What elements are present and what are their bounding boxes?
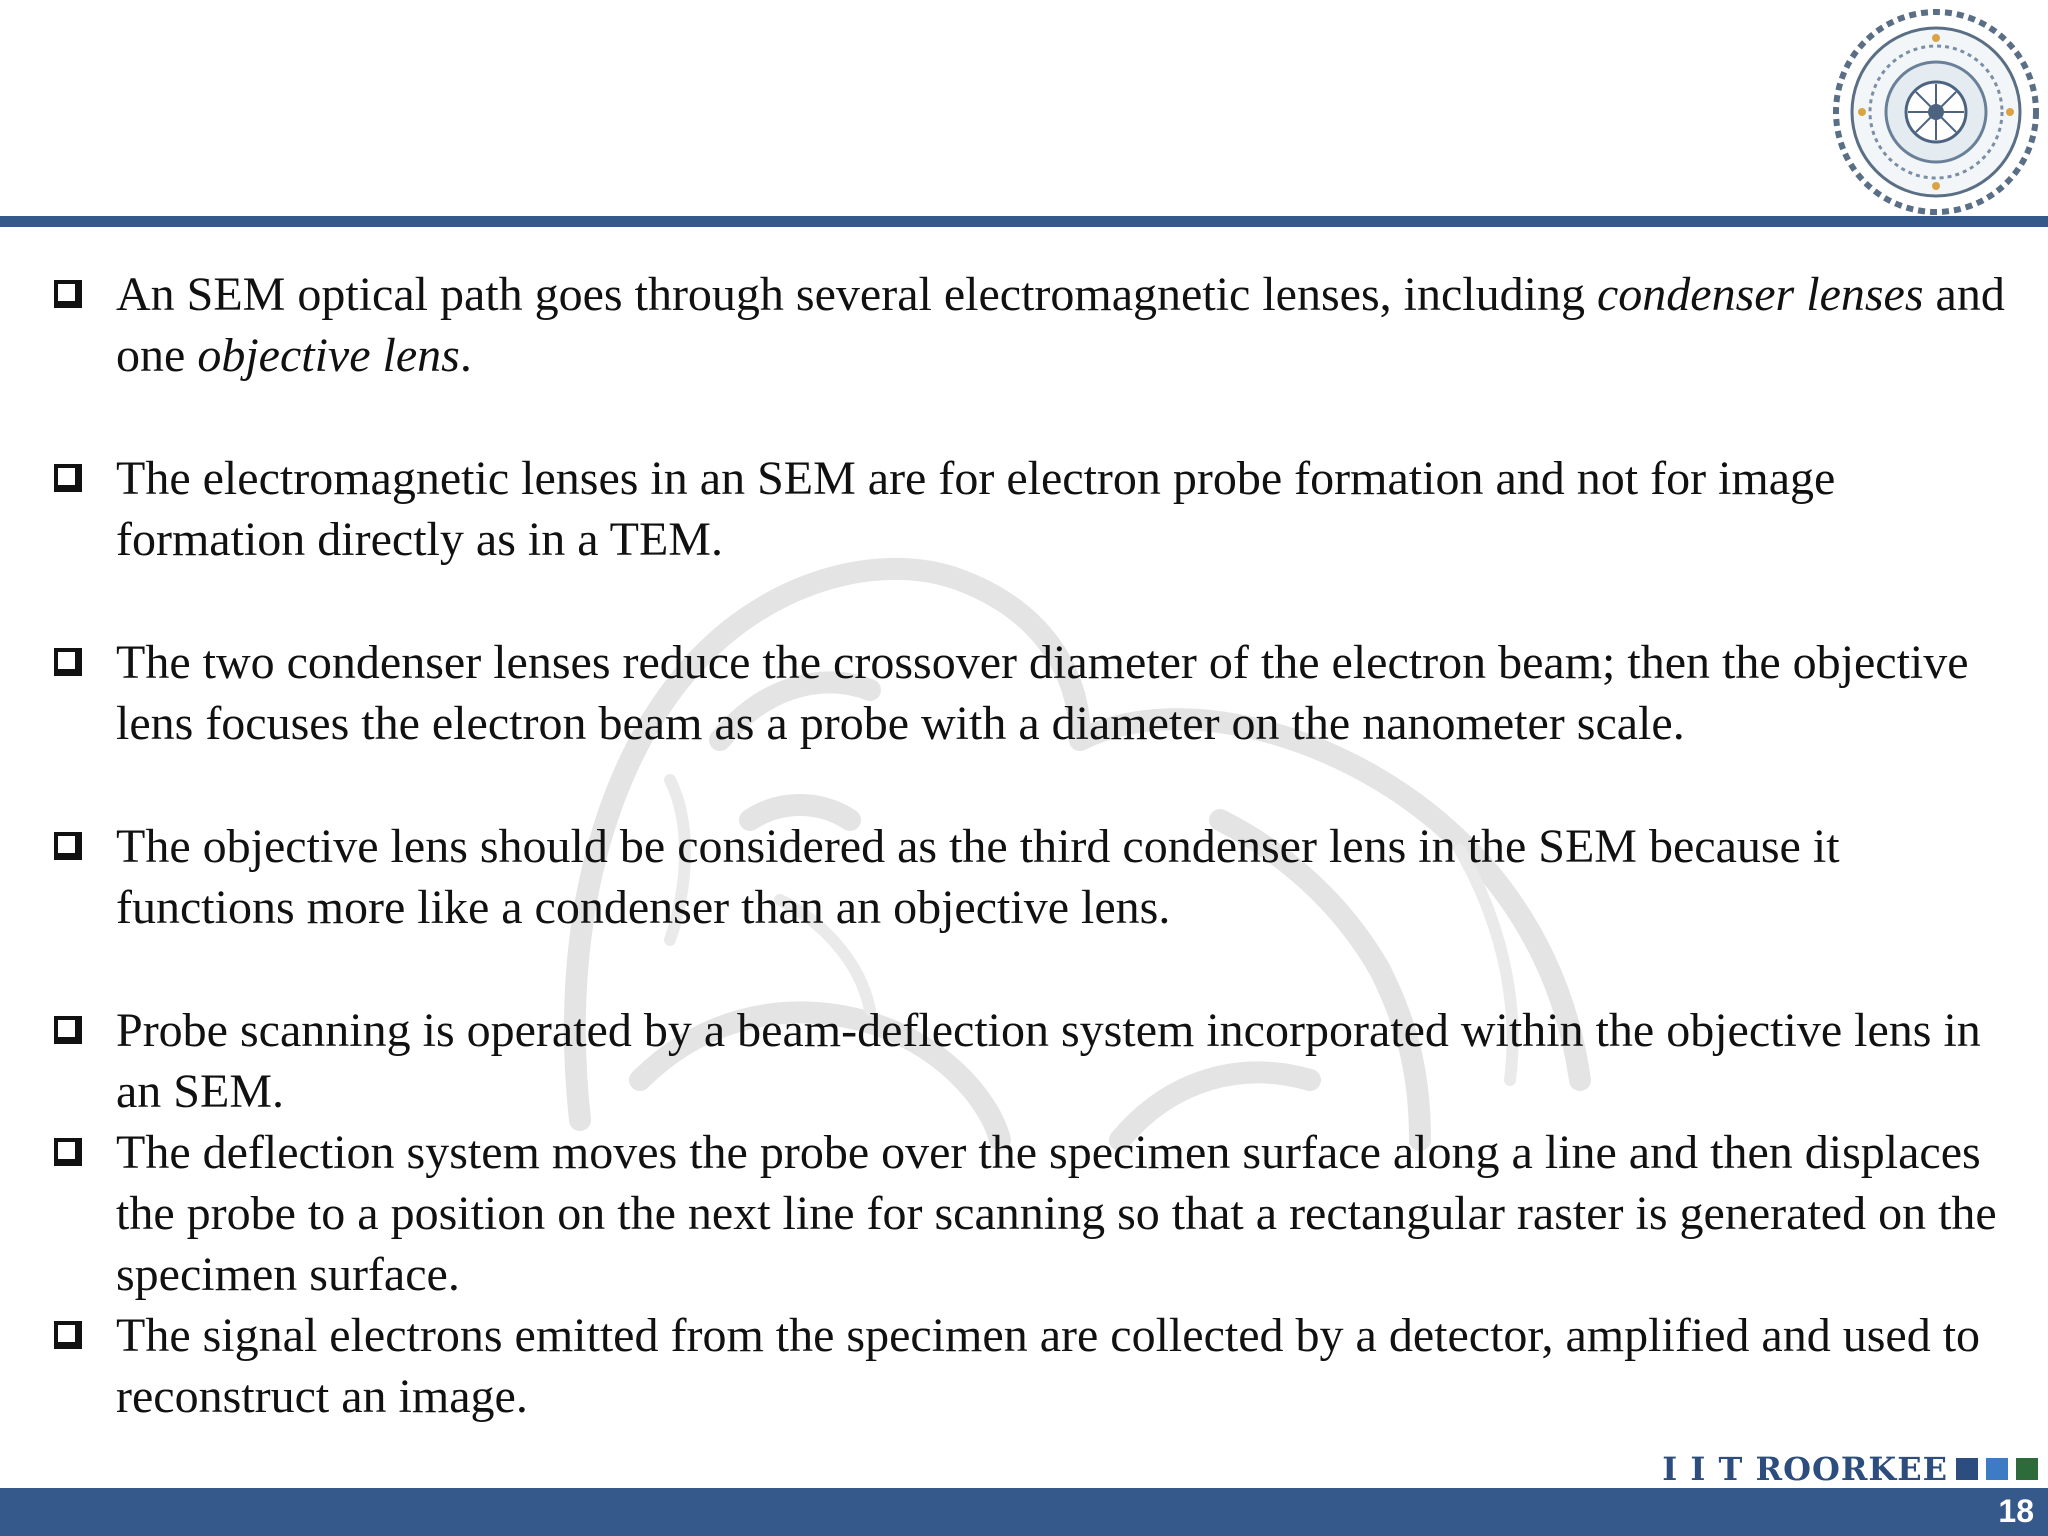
bullet-item [52,448,2012,570]
brand-square-icon [1986,1458,2008,1480]
bullet-spacer [52,754,2012,816]
bullet-text [116,1004,1981,1118]
checkbox-bullet-icon [54,832,82,860]
checkbox-bullet-icon [54,464,82,492]
checkbox-bullet-icon [54,648,82,676]
iit-roorkee-emblem-icon [1830,6,2042,218]
italic-term: condenser lenses [1596,268,1924,321]
checkbox-bullet-icon [54,1321,82,1349]
checkbox-bullet-icon [54,280,82,308]
bullet-spacer [52,938,2012,1000]
bullet-text [116,268,2005,382]
text-segment: The deflection system moves the probe over the specimen surface along a line and then displaces the probe to a position on the next line for scanning so that a rectangular raster is generated on the specimen surface. [116,1126,1997,1301]
bullet-item [52,816,2012,938]
text-segment: The signal electrons emitted from the specimen are collected by a detector, amplified and used to reconstruct an image. [116,1309,1981,1423]
brand-name: I I T ROORKEE [1662,1450,1948,1488]
text-segment: An SEM optical path goes through several electromagnetic lenses, including [116,268,1597,321]
bullet-text [116,636,1969,750]
bullet-list [52,264,2012,1427]
bullet-item [52,632,2012,754]
bullet-item [52,1000,2012,1122]
brand-square-icon [1956,1458,1978,1480]
header-rule [0,216,2048,227]
bullet-text [116,1309,1980,1423]
brand-square-icon [2016,1458,2038,1480]
checkbox-bullet-icon [54,1138,82,1166]
bullet-text [116,452,1835,566]
bullet-spacer [52,570,2012,632]
bullet-item [52,264,2012,386]
bullet-spacer [52,386,2012,448]
bullet-text [116,820,1840,934]
text-segment: and one [116,268,2005,382]
text-segment: The two condenser lenses reduce the crossover diameter of the electron beam; then the objective lens focuses the electron beam as a probe with a diameter on the nanometer scale. [116,636,1969,750]
text-segment: Probe scanning is operated by a beam-deflection system incorporated within the objective lens in an SEM. [116,1004,1981,1118]
page-number: 18 [1998,1493,2034,1529]
text-segment: The objective lens should be considered as the third condenser lens in the SEM because it functions more like a condenser than an objective lens. [116,820,1840,934]
bullet-text [116,1126,1997,1301]
italic-term: objective lens [197,329,460,382]
bullet-item [52,1305,2012,1427]
text-segment: . [459,329,472,382]
footer-brand [1662,1450,2038,1488]
footer-bar [0,1488,2048,1536]
checkbox-bullet-icon [54,1016,82,1044]
bullet-item [52,1122,2012,1305]
text-segment: The electromagnetic lenses in an SEM are for electron probe formation and not for image formation directly as in a TEM. [116,452,1836,566]
